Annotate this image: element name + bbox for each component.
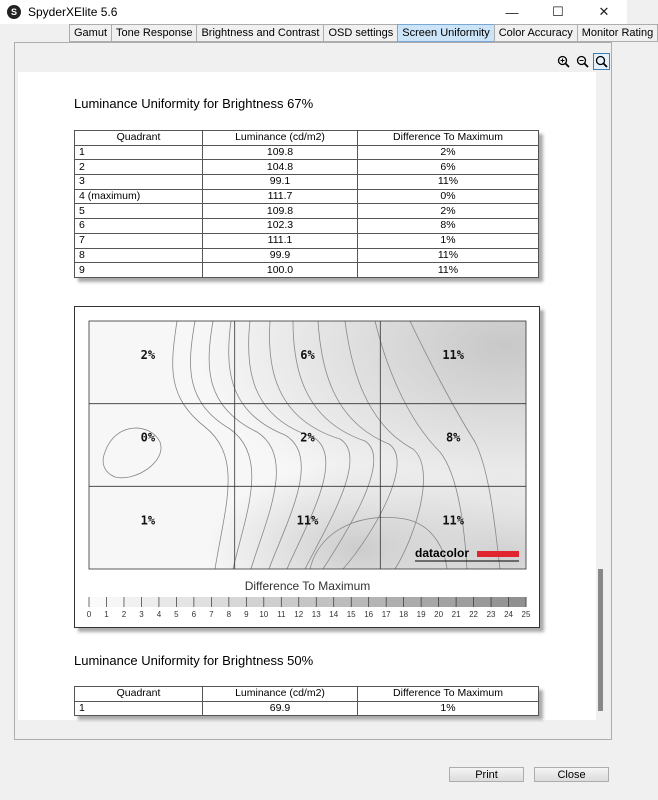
scale-tick-label: 15: [346, 610, 356, 619]
report-viewer: [18, 72, 605, 720]
difference-cell: 2%: [358, 145, 539, 160]
scale-tick-label: 2: [121, 610, 127, 619]
uniformity-table-50: [74, 686, 539, 716]
scale-tick-label: 1: [104, 610, 109, 619]
tab-color-accuracy[interactable]: Color Accuracy: [494, 24, 578, 42]
scale-segment: [89, 597, 107, 607]
quadrant-label: 11%: [442, 513, 465, 528]
legend-title: Difference To Maximum: [244, 579, 371, 593]
scale-segment: [456, 597, 474, 607]
scale-tick-label: 25: [521, 610, 531, 619]
table-row: [75, 219, 539, 234]
table-row: [75, 160, 539, 175]
difference-cell: 1%: [358, 701, 539, 716]
scale-segment: [404, 597, 422, 607]
scale-tick-label: 23: [486, 610, 496, 619]
scale-segment: [439, 597, 457, 607]
scale-segment: [281, 597, 299, 607]
difference-cell: 0%: [358, 189, 539, 204]
scale-tick-label: 14: [329, 610, 339, 619]
luminance-cell: 109.8: [203, 145, 358, 160]
header-difference: Difference To Maximum: [358, 131, 539, 146]
luminance-cell: 111.7: [203, 189, 358, 204]
quadrant-label: 2%: [140, 348, 156, 362]
header-luminance: Luminance (cd/m2): [203, 131, 358, 146]
table-row: [75, 248, 539, 263]
section-title-50: Luminance Uniformity for Brightness 50%: [74, 653, 314, 668]
luminance-cell: 111.1: [203, 233, 358, 248]
tab-osd-settings[interactable]: OSD settings: [323, 24, 398, 42]
scale-segment: [316, 597, 334, 607]
scale-tick-label: 22: [469, 610, 479, 619]
scale-tick-label: 11: [277, 610, 286, 619]
luminance-cell: 102.3: [203, 219, 358, 234]
scale-tick-label: 16: [364, 610, 374, 619]
difference-cell: 11%: [358, 175, 539, 190]
quadrant-label: 2%: [300, 430, 315, 445]
zoom-out-icon[interactable]: [574, 53, 591, 70]
quadrant-cell: 1: [75, 145, 203, 160]
scale-segment: [509, 597, 527, 607]
uniformity-contour-chart: [74, 306, 540, 628]
scale-tick-label: 10: [259, 610, 269, 619]
quadrant-cell: 8: [75, 248, 203, 263]
quadrant-label: 6%: [300, 348, 315, 362]
quadrant-cell: 9: [75, 263, 203, 278]
luminance-cell: 109.8: [203, 204, 358, 219]
uniformity-table-67: [74, 130, 539, 278]
print-button[interactable]: Print: [449, 767, 524, 782]
quadrant-label: 8%: [445, 430, 461, 445]
scale-tick-label: 0: [86, 610, 92, 619]
contour-plot: [89, 321, 526, 569]
luminance-cell: 99.9: [203, 248, 358, 263]
tab-brightness-contrast[interactable]: Brightness and Contrast: [196, 24, 324, 42]
table-row: [75, 204, 539, 219]
table-row: [75, 145, 539, 160]
zoom-fit-icon[interactable]: [593, 53, 610, 70]
scale-tick-label: 8: [226, 610, 232, 619]
scale-tick-label: 20: [434, 610, 444, 619]
logo-red-bar: [477, 551, 519, 557]
luminance-cell: 100.0: [203, 263, 358, 278]
scale-tick-label: 17: [381, 610, 391, 619]
scale-tick-label: 21: [451, 610, 461, 619]
title-bar: [0, 0, 627, 24]
difference-cell: 6%: [358, 160, 539, 175]
scale-tick-label: 9: [244, 610, 249, 619]
quadrant-label: 11%: [296, 513, 319, 528]
minimize-button[interactable]: —: [505, 4, 519, 20]
scale-tick-label: 4: [156, 610, 162, 619]
close-button[interactable]: Close: [534, 767, 609, 782]
contour-map: [75, 307, 541, 629]
header-difference: Difference To Maximum: [358, 687, 539, 702]
difference-cell: 1%: [358, 233, 539, 248]
scale-segment: [124, 597, 142, 607]
scale-tick-label: 5: [174, 610, 179, 619]
quadrant-label: 0%: [140, 430, 156, 445]
scale-segment: [141, 597, 159, 607]
scale-tick-label: 6: [191, 610, 197, 619]
quadrant-cell: 2: [75, 160, 203, 175]
luminance-cell: 104.8: [203, 160, 358, 175]
scale-segment: [334, 597, 352, 607]
scale-segment: [491, 597, 509, 607]
quadrant-cell: 1: [75, 701, 203, 716]
zoom-in-icon[interactable]: [555, 53, 572, 70]
scale-segment: [369, 597, 387, 607]
table-row: [75, 233, 539, 248]
difference-cell: 8%: [358, 219, 539, 234]
scale-segment: [421, 597, 439, 607]
scroll-thumb[interactable]: [598, 569, 603, 711]
dialog-button-bar: [0, 740, 627, 800]
scale-segment: [246, 597, 264, 607]
tab-screen-uniformity[interactable]: Screen Uniformity: [397, 24, 494, 42]
tab-gamut[interactable]: Gamut: [69, 24, 112, 42]
zoom-toolbar: [555, 53, 610, 70]
table-row: [75, 701, 539, 716]
luminance-cell: 99.1: [203, 175, 358, 190]
legend-scale-bar: [87, 597, 531, 619]
scale-segment: [299, 597, 317, 607]
quadrant-label: 1%: [140, 513, 156, 528]
scale-tick-label: 7: [209, 610, 214, 619]
scale-segment: [229, 597, 247, 607]
scale-tick-label: 13: [311, 610, 321, 619]
header-quadrant: Quadrant: [75, 687, 203, 702]
scale-segment: [176, 597, 194, 607]
scale-segment: [264, 597, 282, 607]
section-title-67: Luminance Uniformity for Brightness 67%: [74, 96, 314, 111]
maximize-button[interactable]: ☐: [552, 4, 564, 19]
table-row: [75, 263, 539, 278]
luminance-cell: 69.9: [203, 701, 358, 716]
quadrant-cell: 4 (maximum): [75, 189, 203, 204]
scale-segment: [106, 597, 124, 607]
scale-segment: [194, 597, 212, 607]
header-luminance: Luminance (cd/m2): [203, 687, 358, 702]
scale-tick-label: 3: [139, 610, 144, 619]
scale-segment: [474, 597, 492, 607]
quadrant-cell: 7: [75, 233, 203, 248]
quadrant-cell: 3: [75, 175, 203, 190]
difference-cell: 11%: [358, 248, 539, 263]
report-tabs: [70, 24, 658, 42]
window-title: SpyderXElite 5.6: [28, 5, 118, 19]
scale-segment: [159, 597, 177, 607]
tab-tone-response[interactable]: Tone Response: [111, 24, 197, 42]
scale-tick-label: 18: [399, 610, 409, 619]
scale-segment: [211, 597, 229, 607]
header-quadrant: Quadrant: [75, 131, 203, 146]
app-logo-icon: S: [7, 5, 21, 19]
close-window-button[interactable]: ✕: [598, 4, 610, 19]
tab-monitor-rating[interactable]: Monitor Rating: [577, 24, 658, 42]
scale-tick-label: 12: [294, 610, 304, 619]
table-row: [75, 175, 539, 190]
difference-cell: 11%: [358, 263, 539, 278]
scale-tick-label: 24: [504, 610, 513, 619]
quadrant-label: 11%: [442, 348, 465, 362]
table-row: [75, 189, 539, 204]
scale-tick-label: 19: [416, 610, 426, 619]
quadrant-cell: 5: [75, 204, 203, 219]
vertical-scrollbar[interactable]: [596, 72, 605, 720]
scale-segment: [351, 597, 369, 607]
difference-cell: 2%: [358, 204, 539, 219]
quadrant-cell: 6: [75, 219, 203, 234]
scale-segment: [386, 597, 404, 607]
svg-text:datacolor: datacolor: [415, 546, 470, 560]
